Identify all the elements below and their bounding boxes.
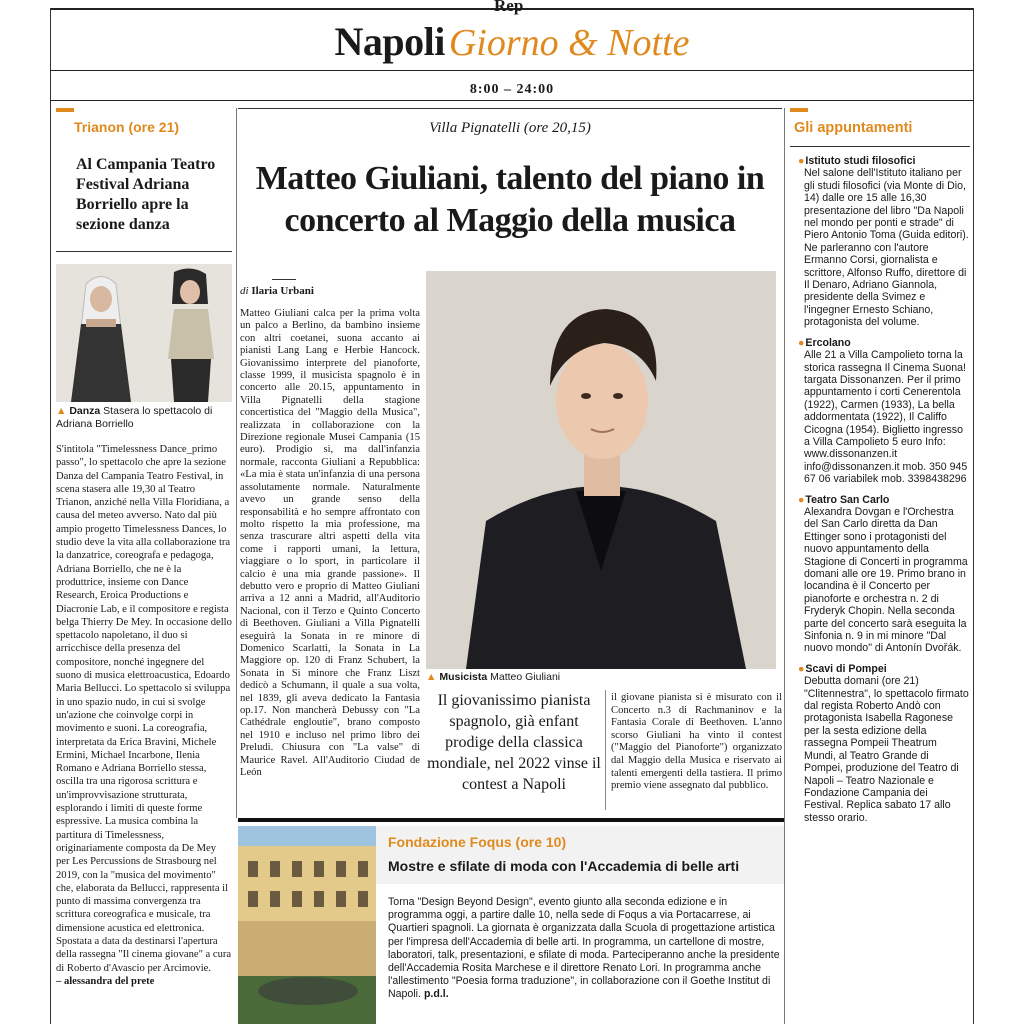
byline-rule [272,279,296,280]
item-text: Alexandra Dovgan e l'Orchestra del San Carlo diretta da Dan Ettinger sono i protagonisti del nuovo appuntamento della Stagione di Concerti in programma domani alle ore 19. Primo brano in locandina è il Concerto per pianoforte e orchestra n. 2 di Fryderyk Chopin. Nella seconda parte del concerto sarà eseguita la Sinfonia n. 9 in mi minore "Dal nuovo mondo" di Antonín Dvořák. [804,505,968,655]
byline-prefix: di [240,285,249,297]
pianist-caption-bold: Musicista [439,671,488,683]
hours-rule [50,100,974,101]
bullet-icon: ● [798,662,805,675]
accent-tab [56,108,74,112]
left-column [56,108,232,988]
pianist-photo [426,271,776,669]
dance-caption-bold: Danza [69,405,101,417]
triangle-icon: ▲ [56,405,67,417]
pianist-caption [426,671,560,683]
triangle-icon: ▲ [426,671,437,683]
column-divider-left [236,108,237,818]
list-item [790,494,970,655]
left-signature: – alessandra del prete [56,975,155,987]
list-item [790,337,970,486]
item-text: Alle 21 a Villa Campolieto torna la storica rassegna Il Cinema Suona! targata Dissonanzen. Per il primo appuntamento i corti Cenerentola (1922), Carmen (1933), La bella addormentata (1922), Il Califfo Cicogna (1954). Biglietto ingresso a Villa Campolieto 5 euro Info: www.dissonanzen.it info@dissonanzen.it mob. 350 945 67 06 variabilek mob. 3398438296 [804,349,968,486]
main-body-continued: il giovane pianista si è misurato con il Concerto n.3 di Rachmaninov e la Fantasia Corale di Beethoven. L'anno scorso Giuliani ha vinto il contest ("Maggio del Pianoforte") organizzato dal Maggio della Musica e riservato ai talenti emergenti della tastiera. Il primo premio viene assegnato dal pubblico. [611,692,782,792]
masthead [50,18,974,68]
publication-logo: Rep [494,0,524,15]
accent-tab [790,108,808,112]
foqus-signature: p.d.l. [423,988,449,1001]
item-text: Nel salone dell'Istituto italiano per gli studi filosofici (via Monte di Dio, 14) dalle ore 15 alle 16,30 presentazione del libro "Da Napoli nel mondo per ponti e strade" di Piero Antonio Toma (Guida editori). Ne parleranno con l'autore Ermanno Corsi, giornalista e scrittore, Alfonso Ruffo, direttore di Il Denaro, Adriano Giannola, presidente della Svimez e l'ingegner Ernesto Schiano, protagonista del volume. [804,167,969,329]
byline-author: Ilaria Urbani [251,285,314,297]
masthead-rule [50,70,974,71]
column-divider-right [784,108,785,1024]
pre-title: Villa Pignatelli (ore 20,15) [429,120,591,136]
right-column [790,108,970,824]
list-item [790,155,970,329]
item-text: Debutta domani (ore 21) "Clitennestra", lo spettacolo firmato dal regista Roberto Andò con protagonista Isabella Ragonese per la sesta edizione della rassegna Pompeii Theatrum Mundi, al Teatro Grande di Pompei, produzione del Teatro di Napoli – Teatro Nazionale e Fondazione Campania dei Festival. Replica sabato 17 allo stesso orario. [804,675,969,824]
main-body: Matteo Giuliani calca per la prima volta un palco a Berlino, da bambino insieme con altri coetanei, suona accanto ai pianisti Lang Lang e Herbie Hancock. Giovanissimo interprete del pianoforte, classe 1999, il musicista spagnolo è in concerto alle 20.15, appuntamento in Villa Pignatelli della stagione concertistica del "Maggio della Musica", realizzata in collaborazione con la Direzione regionale Musei Campania (15 euro). Prodigio sì, ma dall'infanzia normale, racconta Giuliani a Repubblica: «La mia è stata un'infanzia di una persona assolutamente normale. Naturalmente avevo un grande senso della responsabilità e ho sempre affrontato con molto rispetto la mia professione, ma senza trascurare altri aspetti della vita come i rapporti umani, la lettura, viaggiare o lo sport, in particolare il calcio è una mia grande passione». Il debutto vero e proprio di Matteo Giuliani arriva a 12 anni a Madrid, all'Auditorio Nacional, con il Terzo e Quinto Concerto di Beethoven. Giuliani a Villa Pignatelli eseguirà la Sonata in re minore di Domenico Scarlatti, la Sonata in La Maggiore op. 120 di Franz Schubert, la Sonata in Si minore che Franz Liszt dedicò a Schumann, il quale a sua volta, nel 1839, gli aveva dedicato la Fantasia op.17. Non mancherà Debussy con "La Cathédrale engloutie", brano composto nel 1910 e incluso nel primo libro dei Preludi. Chiusura con "La valse" di Maurice Ravel. All'Auditorio Ciudad de León [240,308,420,779]
item-title: Ercolano [805,336,851,349]
pianist-caption-text: Matteo Giuliani [487,671,561,683]
appointments-rule [790,146,970,147]
left-headline: Al Campania Teatro Festival Adriana Borriello apre la sezione danza [76,156,216,233]
foqus-headline: Mostre e sfilate di moda con l'Accademia di belle arti [388,858,740,874]
list-item [790,663,970,824]
foqus-photo [238,826,376,1024]
pull-divider [605,690,606,810]
bullet-icon: ● [798,155,805,167]
bullet-icon: ● [798,493,805,506]
item-title: Scavi di Pompei [805,662,887,675]
main-headline: Matteo Giuliani, talento del piano in concerto al Maggio della musica [255,160,765,239]
hours-label: 8:00 – 24:00 [469,82,555,97]
left-kicker: Trianon (ore 21) [74,119,180,135]
left-body-text: S'intitola "Timelessness Dance_primo passo", lo spettacolo che apre la sezione Danza del Campania Teatro Festival, in scena stasera alle 19,30 al Teatro Trianon, anziché nella Villa Floridiana, a causa del meteo avverso. Nato dal più ampio progetto Timelessness Dances, lo studio deve la vita alla collaborazione tra la danzatrice, coreografa e pedagoga, Adriana Borriello, che ne è la produttrice, insieme con Dance Research, Eroica Productions e Diacronie Lab, e il compositore e regista belga Thierry De Mey. In occasione dello spettacolo napoletano, il duo si arricchisce della presenza del compositore, nonché ingegnere del suono di musica elettroacustica, Edoardo Maria Bellucci. Lo spettacolo si sviluppa in uno spazio nudo, in cui si svolge un'azione che coinvolge corpi in movimento e suoni. La coreografia, interpretata da Erica Bravini, Michele Ermini, Michael Incarbone, Ilenia Romano e Adriana Borriello stessa, oscilla tra una rigorosa scrittura e un'improvvisazione strutturata, esplorando i limiti di queste forme espressive. La musica combina la partitura di Timelessness, originariamente composta da De Mey per Les Percussions de Strasbourg nel 2019, con la "musica del movimento" che, elaborata da Bellucci, rappresenta il punto di massima convergenza tra scrittura coreografica e musicale, tra dimensione acustica ed elettronica. Spostata a data da destinarsi l'apertura della rassegna "Il cinema giovane" a cura di Roberto d'Avascio per Arcimovie. [56,444,232,974]
foqus-kicker: Fondazione Foqus (ore 10) [388,834,567,850]
left-rule [56,251,232,252]
dance-photo [56,264,232,402]
bullet-icon: ● [798,336,805,349]
foqus-box [238,818,784,1021]
section-city: Napoli [334,19,445,64]
pretitle-rule [238,108,782,109]
dance-caption-text: Stasera lo spettacolo di Adriana Borriello [56,405,213,430]
section-name: Giorno & Notte [448,22,690,64]
foqus-body-text: Torna "Design Beyond Design", evento giunto alla seconda edizione e in programma oggi, a partire dalle 10, nella sede di Foqus a via Portacarrese, ai Quartieri spagnoli. La giornata è organizzata dalla Scuola di progettazione artistica per l'impresa dell'Accademia di belle arti. In programma, un cartellone di mostre, laboratori, talk, presentazioni, e sfilate di moda. Parteciperanno anche la presidente dell'Accademia Rosita Marchese e il direttore Renato Lori. In programma anche l'allestimento "Poesia forma traduzione", in collaborazione con il Goethe Institut di Napoli. [388,896,780,1001]
pull-quote: Il giovanissimo pianista spagnolo, già enfant prodige della classica mondiale, nel 2022 vinse il contest a Napoli [427,692,601,793]
foqus-body [388,896,780,1002]
byline [240,285,314,297]
dance-caption [56,405,232,431]
appointments-header: Gli appuntamenti [794,120,913,136]
item-title: Teatro San Carlo [805,493,890,506]
item-title: Istituto studi filosofici [805,155,916,167]
left-body [56,443,232,988]
